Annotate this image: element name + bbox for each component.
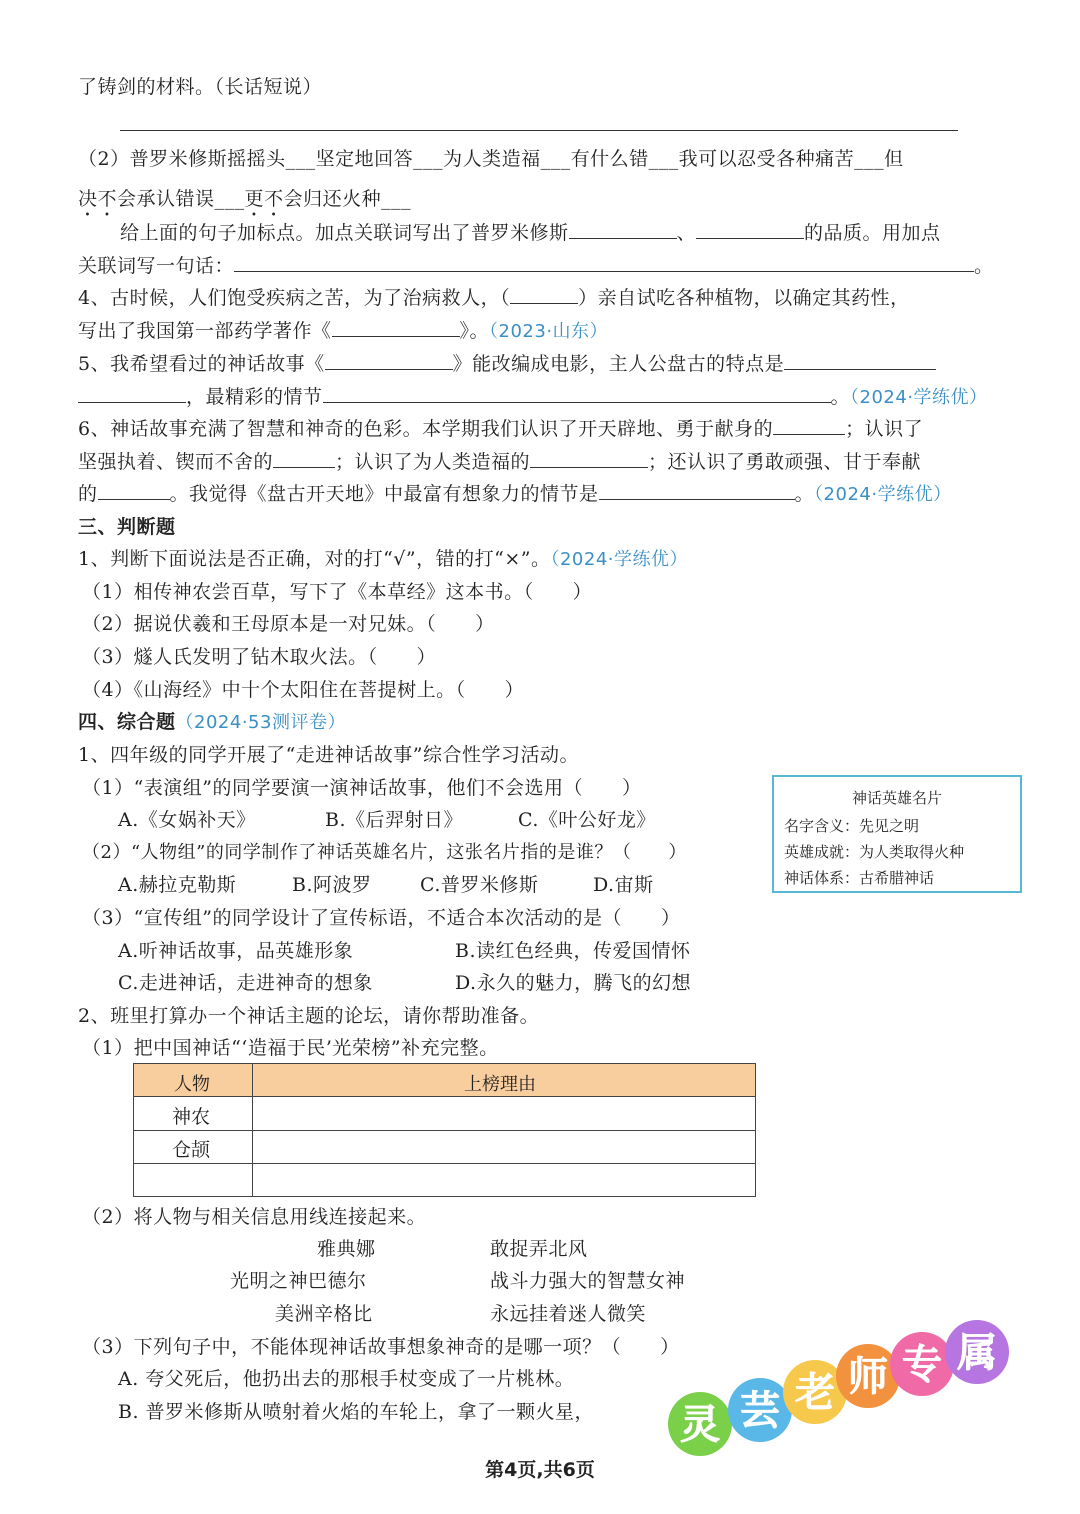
table-cell: 仓颉 bbox=[172, 1139, 211, 1161]
option: B. 普罗米修斯从喷射着火焰的车轮上，拿了一颗火星， bbox=[118, 1401, 595, 1423]
watermark-char: 灵 bbox=[680, 1402, 720, 1448]
text-seg: 5、我希望看过的神话故事《 bbox=[78, 353, 325, 375]
text-seg: 。 bbox=[830, 386, 851, 408]
blank[interactable] bbox=[273, 449, 335, 468]
hero-card bbox=[772, 775, 1022, 893]
text-seg: ；认识了为人类造福的 bbox=[335, 451, 531, 473]
text-line bbox=[78, 416, 923, 442]
text-line bbox=[78, 285, 910, 311]
question: （1）把中国神话“‘造福于民’光荣榜”补充完整。 bbox=[82, 1037, 499, 1059]
option: C.普罗米修斯 bbox=[420, 874, 539, 896]
text-seg: 坚强执着、锲而不舍的 bbox=[78, 451, 274, 473]
match-left: 光明之神巴德尔 bbox=[230, 1270, 367, 1292]
match-left: 美洲辛格比 bbox=[275, 1303, 373, 1325]
option: B.《后羿射日》 bbox=[325, 809, 464, 831]
text-seg: 6、神话故事充满了智慧和神奇的色彩。本学期我们认识了开天辟地、勇于献身的 bbox=[78, 418, 774, 440]
table-header-cell: 人物 bbox=[174, 1074, 210, 1095]
text-seg: 写出了我国第一部药学著作《 bbox=[78, 320, 332, 342]
question: （2）“人物组”的同学制作了神话英雄名片，这张名片指的是谁？（ ） bbox=[82, 842, 687, 863]
option: C.走进神话，走进神奇的想象 bbox=[118, 972, 373, 994]
blank[interactable] bbox=[696, 220, 804, 239]
watermark-char: 属 bbox=[957, 1330, 997, 1376]
blank[interactable] bbox=[784, 351, 936, 370]
text-line bbox=[78, 384, 988, 411]
text-seg: 给上面的句子加标点。加点关联词写出了普罗米修斯 bbox=[120, 222, 569, 244]
option: A. 夸父死后，他扔出去的那根手杖变成了一片桃林。 bbox=[118, 1368, 575, 1390]
blank[interactable] bbox=[323, 384, 831, 403]
text-line bbox=[78, 481, 952, 508]
question: 2、班里打算办一个神话主题的论坛，请你帮助准备。 bbox=[78, 1005, 540, 1027]
text-seg: ）亲自试吃各种植物，以确定其药性， bbox=[578, 287, 910, 309]
watermark-logo bbox=[655, 1320, 1025, 1460]
question: （1）“表演组”的同学要演一演神话故事，他们不会选用（ ） bbox=[82, 777, 642, 799]
blank[interactable] bbox=[325, 351, 453, 370]
question: （3）下列句子中，不能体现神话故事想象神奇的是哪一项？（ ） bbox=[82, 1336, 680, 1358]
match-left: 雅典娜 bbox=[317, 1238, 376, 1260]
judge-item: （1）相传神农尝百草，写下了《本草经》这本书。（ ） bbox=[82, 581, 593, 603]
match-right: 永远挂着迷人微笑 bbox=[490, 1303, 647, 1325]
dotted-char: 更 bbox=[244, 188, 265, 210]
blank[interactable] bbox=[569, 220, 677, 239]
source-tag: （2024·学练优） bbox=[814, 484, 952, 505]
text-seg: 关联词写一句话： bbox=[78, 255, 235, 277]
text-seg: 的品质。用加点 bbox=[804, 222, 941, 244]
judge-item: （2）据说伏羲和王母原本是一对兄妹。（ ） bbox=[82, 613, 495, 635]
source-tag: （2024·学练优） bbox=[850, 387, 988, 408]
option: C.《叶公好龙》 bbox=[518, 809, 656, 831]
text-seg: ，最精彩的情节 bbox=[186, 386, 323, 408]
text-line bbox=[78, 318, 608, 345]
blank[interactable] bbox=[234, 253, 974, 272]
watermark-char: 专 bbox=[902, 1342, 942, 1388]
text-seg: 1、判断下面说法是否正确，对的打“√”，错的打“×”。 bbox=[78, 548, 551, 570]
blank[interactable] bbox=[773, 416, 845, 435]
blank[interactable] bbox=[599, 481, 795, 500]
text-line: 了铸剑的材料。（长话短说） bbox=[78, 76, 323, 98]
text-seg: 。我觉得《盘古开天地》中最富有想象力的情节是 bbox=[169, 483, 599, 505]
text-seg: ；认识了 bbox=[845, 418, 924, 440]
dotted-char: 不 bbox=[97, 188, 118, 210]
text-seg: 会归还火种___ bbox=[283, 188, 412, 210]
table-header bbox=[134, 1064, 755, 1097]
card-title: 神话英雄名片 bbox=[851, 789, 942, 807]
dotted-char: 决 bbox=[78, 188, 98, 210]
option: B.阿波罗 bbox=[292, 874, 372, 896]
text-seg: 会承认错误___ bbox=[117, 188, 245, 210]
judge-item: （4）《山海经》中十个太阳住在菩提树上。（ ） bbox=[82, 679, 525, 701]
option: D.宙斯 bbox=[593, 874, 654, 896]
blank[interactable] bbox=[78, 384, 186, 403]
source-tag: （2024·学练优） bbox=[550, 549, 689, 570]
table-cell: 神农 bbox=[172, 1106, 211, 1128]
option: B.读红色经典，传爱国情怀 bbox=[455, 940, 691, 962]
option: D.永久的魅力，腾飞的幻想 bbox=[455, 972, 692, 994]
card-row: 名字含义：先见之明 bbox=[784, 817, 920, 835]
text-line bbox=[78, 351, 936, 377]
text-line bbox=[120, 220, 941, 246]
question bbox=[78, 546, 688, 573]
blank[interactable] bbox=[510, 285, 578, 304]
text-seg: 4、古时候，人们饱受疾病之苦，为了治病救人，（ bbox=[78, 287, 511, 309]
question: （2）将人物与相关信息用线连接起来。 bbox=[82, 1206, 427, 1228]
source-tag: （2023·山东） bbox=[489, 321, 609, 342]
table-header-cell: 上榜理由 bbox=[464, 1074, 536, 1095]
text-seg: 。 bbox=[794, 483, 815, 505]
text-line bbox=[78, 449, 921, 475]
table-divider bbox=[134, 1130, 755, 1131]
text-seg: 》。 bbox=[459, 320, 490, 342]
text-seg: ；还认识了勇敢顽强、甘于奉献 bbox=[648, 451, 922, 473]
blank[interactable] bbox=[98, 481, 170, 500]
text-seg: 、 bbox=[676, 222, 697, 244]
card-row: 英雄成就：为人类取得火种 bbox=[784, 843, 965, 861]
text-seg: 的 bbox=[78, 483, 98, 505]
honor-table bbox=[133, 1063, 756, 1197]
option: A.听神话故事，品英雄形象 bbox=[118, 940, 354, 962]
section-title: 三、判断题 bbox=[78, 516, 176, 538]
text-seg: 。 bbox=[974, 255, 994, 277]
page-number: 第4页,共6页 bbox=[485, 1459, 595, 1481]
option: A.赫拉克勒斯 bbox=[118, 874, 237, 896]
watermark-char: 师 bbox=[848, 1354, 888, 1400]
card-row: 神话体系：古希腊神话 bbox=[784, 869, 935, 887]
dotted-char: 不 bbox=[264, 188, 284, 210]
text-line bbox=[78, 186, 411, 221]
source-tag: （2024·53测评卷） bbox=[175, 712, 346, 733]
judge-item: （3）燧人氏发明了钻木取火法。（ ） bbox=[82, 646, 437, 668]
question: 1、四年级的同学开展了“走进神话故事”综合性学习活动。 bbox=[78, 744, 580, 766]
watermark-char: 老 bbox=[795, 1370, 835, 1416]
option: A.《女娲补天》 bbox=[118, 809, 256, 831]
table-divider bbox=[134, 1163, 755, 1164]
question: （3）“宣传组”的同学设计了宣传标语，不适合本次活动的是（ ） bbox=[82, 907, 681, 929]
blank[interactable] bbox=[530, 449, 648, 468]
section-title: 四、综合题 bbox=[78, 711, 176, 733]
text-line bbox=[78, 253, 994, 279]
watermark-char: 芸 bbox=[740, 1388, 780, 1434]
blank[interactable] bbox=[332, 318, 460, 337]
section-header bbox=[78, 709, 346, 736]
match-right: 战斗力强大的智慧女神 bbox=[490, 1270, 686, 1292]
answer-line bbox=[120, 130, 958, 131]
text-line: （2）普罗米修斯摇摇头___坚定地回答___为人类造福___有什么错___我可以忍受各种痛苦___但 bbox=[78, 148, 904, 170]
text-seg: 》能改编成电影，主人公盘古的特点是 bbox=[452, 353, 785, 375]
match-right: 敢捉弄北风 bbox=[490, 1238, 588, 1260]
